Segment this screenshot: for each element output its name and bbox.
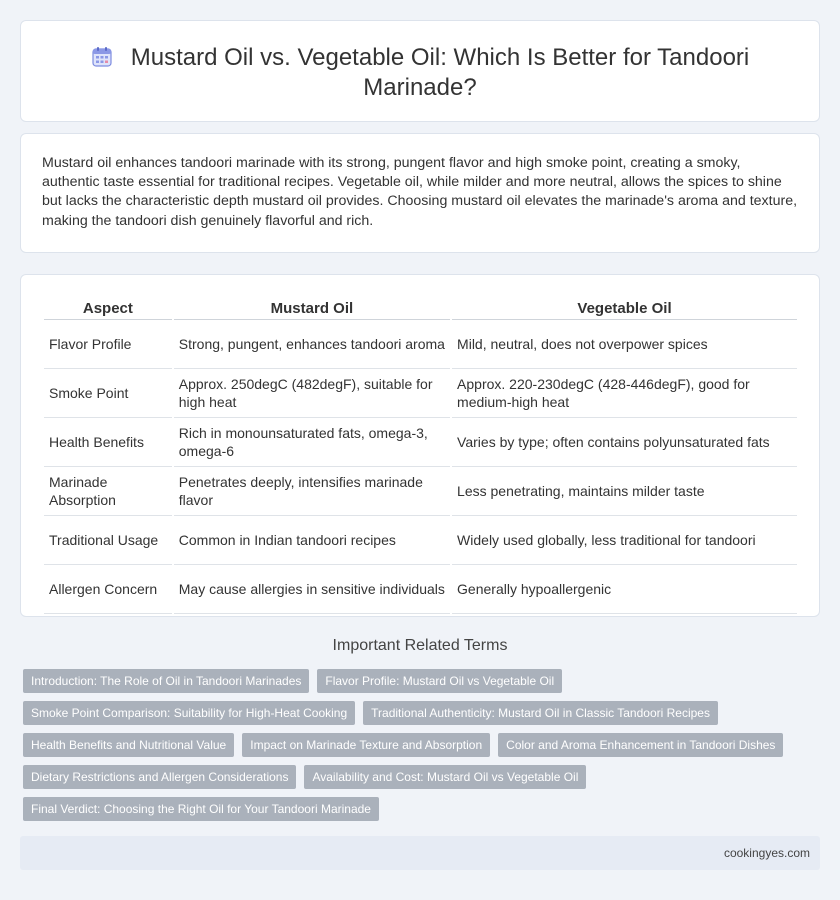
tag-link[interactable]: Flavor Profile: Mustard Oil vs Vegetable Oil bbox=[317, 669, 562, 693]
cell-vegetable: Widely used globally, less traditional for tandoori bbox=[452, 516, 797, 565]
tag-link[interactable]: Availability and Cost: Mustard Oil vs Vegetable Oil bbox=[304, 765, 586, 789]
tag-row bbox=[23, 733, 813, 757]
page-title: Mustard Oil vs. Vegetable Oil: Which Is Better for Tandoori Marinade? bbox=[130, 44, 750, 101]
table-row bbox=[44, 516, 797, 565]
tag-link[interactable]: Impact on Marinade Texture and Absorption bbox=[242, 733, 490, 757]
cell-mustard: Rich in monounsaturated fats, omega-3, omega-6 bbox=[174, 418, 450, 467]
header-vegetable-oil: Vegetable Oil bbox=[452, 294, 797, 320]
cell-mustard: Common in Indian tandoori recipes bbox=[174, 516, 450, 565]
table-header-row bbox=[44, 294, 797, 320]
table-row bbox=[44, 369, 797, 418]
cell-mustard: May cause allergies in sensitive individuals bbox=[174, 565, 450, 614]
tag-row bbox=[23, 797, 813, 821]
related-terms-tags bbox=[23, 669, 813, 829]
cell-aspect: Smoke Point bbox=[44, 369, 172, 418]
table-row bbox=[44, 467, 797, 516]
cell-aspect: Health Benefits bbox=[44, 418, 172, 467]
cell-mustard: Strong, pungent, enhances tandoori aroma bbox=[174, 320, 450, 369]
cell-aspect: Traditional Usage bbox=[44, 516, 172, 565]
tag-link[interactable]: Traditional Authenticity: Mustard Oil in Classic Tandoori Recipes bbox=[363, 701, 718, 725]
tag-row bbox=[23, 669, 813, 693]
footer bbox=[20, 836, 820, 870]
footer-site-link[interactable]: cookingyes.com bbox=[723, 846, 810, 860]
tag-row bbox=[23, 701, 813, 725]
tag-link[interactable]: Dietary Restrictions and Allergen Considerations bbox=[23, 765, 296, 789]
tag-link[interactable]: Final Verdict: Choosing the Right Oil for Your Tandoori Marinade bbox=[23, 797, 379, 821]
cell-vegetable: Generally hypoallergenic bbox=[452, 565, 797, 614]
header-mustard-oil: Mustard Oil bbox=[174, 294, 450, 320]
header-aspect: Aspect bbox=[44, 294, 172, 320]
comparison-card bbox=[20, 274, 820, 617]
cell-mustard: Approx. 250degC (482degF), suitable for high heat bbox=[174, 369, 450, 418]
comparison-table bbox=[42, 294, 799, 614]
intro-paragraph: Mustard oil enhances tandoori marinade with its strong, pungent flavor and high smoke point, creating a smoky, authentic taste essential for traditional recipes. Vegetable oil, while milder and more neutral, allows the spices to shine but lacks the characteristic depth mustard oil provides. Choosing mustard oil elevates the marinade's aroma and texture, making the tandoori dish genuinely flavorful and rich. bbox=[42, 155, 798, 229]
tag-link[interactable]: Introduction: The Role of Oil in Tandoori Marinades bbox=[23, 669, 309, 693]
title-card bbox=[20, 20, 820, 122]
cell-aspect: Allergen Concern bbox=[44, 565, 172, 614]
intro-card bbox=[20, 133, 820, 253]
cell-vegetable: Mild, neutral, does not overpower spices bbox=[452, 320, 797, 369]
table-row bbox=[44, 565, 797, 614]
cell-vegetable: Varies by type; often contains polyunsaturated fats bbox=[452, 418, 797, 467]
cell-mustard: Penetrates deeply, intensifies marinade flavor bbox=[174, 467, 450, 516]
cell-aspect: Flavor Profile bbox=[44, 320, 172, 369]
cell-aspect: Marinade Absorption bbox=[44, 467, 172, 516]
page-title-wrap bbox=[21, 43, 819, 103]
table-row bbox=[44, 320, 797, 369]
tag-link[interactable]: Smoke Point Comparison: Suitability for High-Heat Cooking bbox=[23, 701, 355, 725]
calendar-icon bbox=[91, 46, 113, 68]
related-terms-heading: Important Related Terms bbox=[332, 637, 508, 654]
cell-vegetable: Less penetrating, maintains milder taste bbox=[452, 467, 797, 516]
table-row bbox=[44, 418, 797, 467]
tag-link[interactable]: Color and Aroma Enhancement in Tandoori Dishes bbox=[498, 733, 783, 757]
tag-row bbox=[23, 765, 813, 789]
tag-link[interactable]: Health Benefits and Nutritional Value bbox=[23, 733, 234, 757]
cell-vegetable: Approx. 220-230degC (428-446degF), good for medium-high heat bbox=[452, 369, 797, 418]
